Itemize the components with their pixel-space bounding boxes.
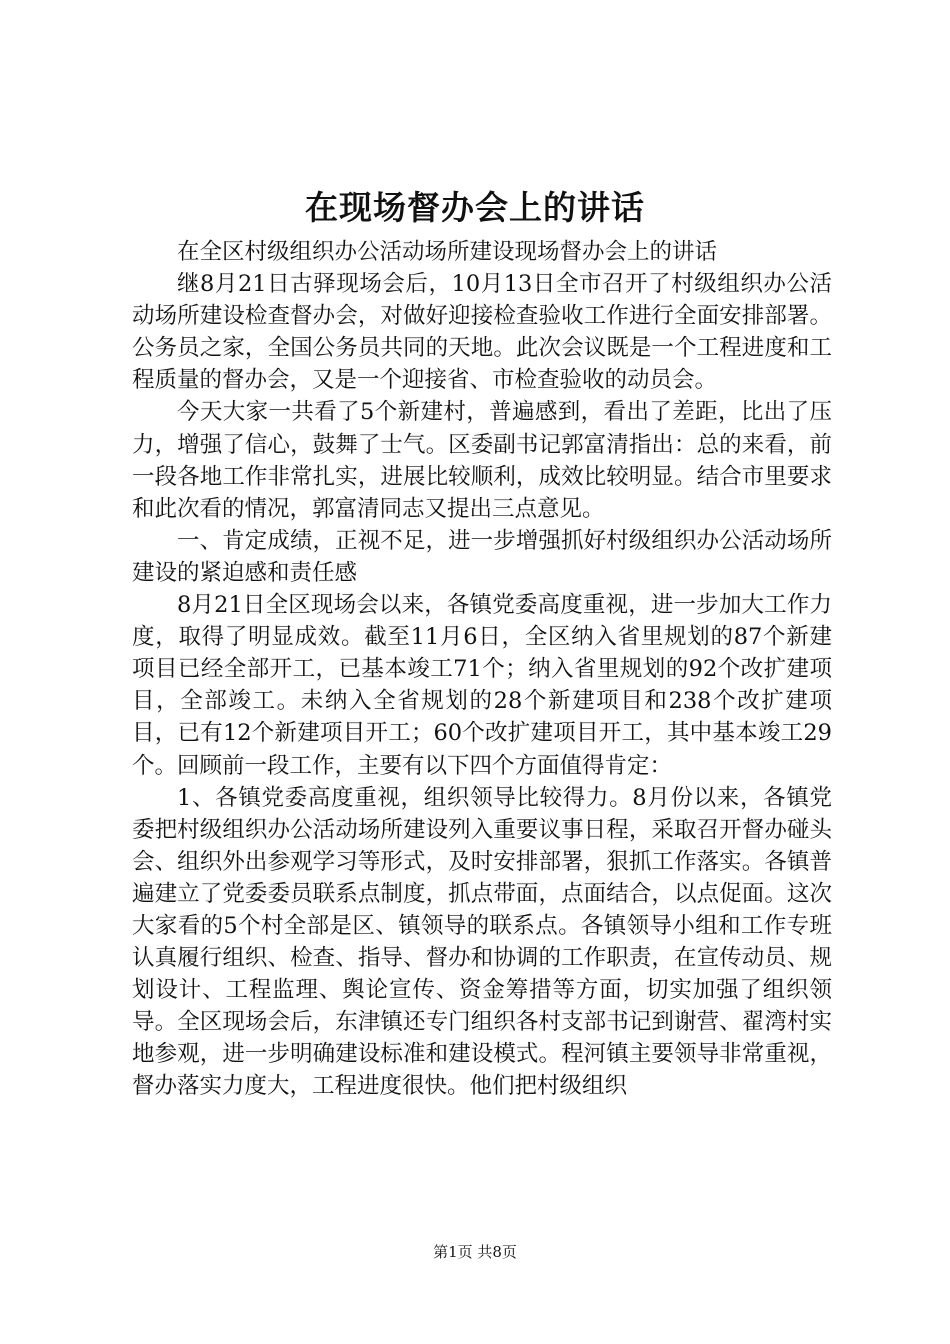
body-paragraph: 今天大家一共看了5个新建村，普遍感到，看出了差距，比出了压力，增强了信心，鼓舞了士气。区委副书记郭富清指出：总的来看，前一段各地工作非常扎实，进展比较顺利，成效比较明显。结合市里要求和此次看的情况，郭富清同志又提出三点意见。 xyxy=(132,399,832,522)
page-number-footer: 第1页 共8页 xyxy=(433,1243,517,1261)
subtitle-paragraph: 在全区村级组织办公活动场所建设现场督办会上的讲话 xyxy=(177,239,718,265)
body-paragraph: 1、各镇党委高度重视，组织领导比较得力。8月份以来，各镇党委把村级组织办公活动场所建设列入重要议事日程，采取召开督办碰头会、组织外出参观学习等形式，及时安排部署，狠抓工作落实。各镇普遍建立了党委委员联系点制度，抓点带面，点面结合，以点促面。这次大家看的5个村全部是区、镇领导的联系点。各镇领导小组和工作专班认真履行组织、检查、指导、督办和协调的工作职责，在宣传动员、规划设计、工程监理、舆论宣传、资金筹措等方面，切实加强了组织领导。全区现场会后，东津镇还专门组织各村支部书记到谢营、翟湾村实地参观，进一步明确建设标准和建设模式。程河镇主要领导非常重视，督办落实力度大，工程进度很快。他们把村级组织 xyxy=(132,784,832,1100)
body-paragraph: 8月21日全区现场会以来，各镇党委高度重视，进一步加大工作力度，取得了明显成效。截至11月6日，全区纳入省里规划的87个新建项目已经全部开工，已基本竣工71个；纳入省里规划的92个改扩建项目，全部竣工。未纳入全省规划的28个新建项目和238个改扩建项目，已有12个新建项目开工；60个改扩建项目开工，其中基本竣工29个。回顾前一段工作，主要有以下四个方面值得肯定： xyxy=(132,592,832,779)
document-title: 在现场督办会上的讲话 xyxy=(305,188,645,227)
section-heading: 一、肯定成绩，正视不足，进一步增强抓好村级组织办公活动场所建设的紧迫感和责任感 xyxy=(132,527,832,586)
body-paragraph: 继8月21日古驿现场会后，10月13日全市召开了村级组织办公活动场所建设检查督办会，对做好迎接检查验收工作进行全面安排部署。公务员之家，全国公务员共同的天地。此次会议既是一个工程进度和工程质量的督办会，又是一个迎接省、市检查验收的动员会。 xyxy=(132,271,832,394)
document-body xyxy=(132,236,832,1103)
